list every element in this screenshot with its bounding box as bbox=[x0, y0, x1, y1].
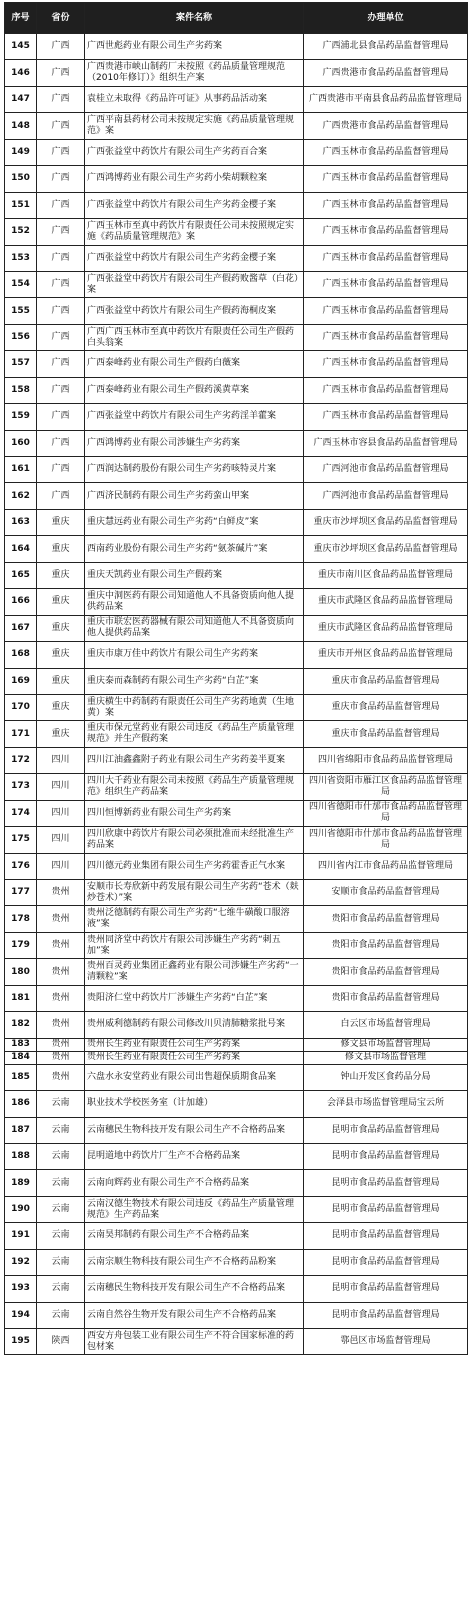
row-unit: 钟山开发区食药品分局 bbox=[304, 1064, 468, 1090]
row-unit: 广西玉林市食品药品监督管理局 bbox=[304, 219, 468, 245]
row-unit: 昆明市食品药品监督管理局 bbox=[304, 1276, 468, 1302]
row-case-name: 四川欣康中药饮片有限公司必须批准而未经批准生产药品案 bbox=[85, 827, 304, 853]
table-row bbox=[5, 932, 468, 958]
row-unit: 白云区市场监督管理局 bbox=[304, 1012, 468, 1038]
row-case-name: 六盘水永安堂药业有限公司出售超保质期食品案 bbox=[85, 1064, 304, 1090]
row-no: 147 bbox=[5, 86, 37, 112]
row-unit: 贵阳市食品药品监督管理局 bbox=[304, 985, 468, 1011]
table-row bbox=[5, 642, 468, 668]
row-no: 160 bbox=[5, 430, 37, 456]
row-unit: 四川省德阳市什邡市食品药品监督管理局 bbox=[304, 800, 468, 826]
row-case-name: 西安方舟包装工业有限公司生产不符合国家标准的药包材案 bbox=[85, 1329, 304, 1355]
row-no: 172 bbox=[5, 747, 37, 773]
table-row bbox=[5, 906, 468, 932]
row-no: 165 bbox=[5, 562, 37, 588]
table-row bbox=[5, 1196, 468, 1222]
row-no: 191 bbox=[5, 1223, 37, 1249]
row-no: 181 bbox=[5, 985, 37, 1011]
row-case-name: 广西济民制药有限公司生产劣药蛮山甲案 bbox=[85, 483, 304, 509]
row-province: 云南 bbox=[37, 1276, 85, 1302]
row-case-name: 西南药业股份有限公司生产劣药“氨茶碱片”案 bbox=[85, 536, 304, 562]
row-no: 150 bbox=[5, 166, 37, 192]
row-no: 175 bbox=[5, 827, 37, 853]
row-no: 145 bbox=[5, 34, 37, 60]
row-case-name: 四川恒博新药业有限公司生产劣药案 bbox=[85, 800, 304, 826]
table-row bbox=[5, 166, 468, 192]
table-row bbox=[5, 271, 468, 297]
row-unit: 昆明市食品药品监督管理局 bbox=[304, 1170, 468, 1196]
row-no: 179 bbox=[5, 932, 37, 958]
row-case-name: 广西鸿博药业有限公司生产劣药小柴胡颗粒案 bbox=[85, 166, 304, 192]
row-province: 广西 bbox=[37, 113, 85, 139]
row-case-name: 广西润达制药股份有限公司生产劣药咳特灵片案 bbox=[85, 457, 304, 483]
row-province: 四川 bbox=[37, 747, 85, 773]
row-province: 广西 bbox=[37, 60, 85, 86]
row-case-name: 贵阳济仁堂中药饮片厂涉嫌生产劣药“白芷”案 bbox=[85, 985, 304, 1011]
row-province: 重庆 bbox=[37, 694, 85, 720]
row-no: 161 bbox=[5, 457, 37, 483]
row-unit: 贵阳市食品药品监督管理局 bbox=[304, 906, 468, 932]
table-row bbox=[5, 536, 468, 562]
table-row bbox=[5, 1143, 468, 1169]
row-case-name: 广西玉林市至真中药饮片有限责任公司未按照规定实施《药品质量管理规范》案 bbox=[85, 219, 304, 245]
table-row bbox=[5, 324, 468, 350]
row-unit: 贵阳市食品药品监督管理局 bbox=[304, 959, 468, 985]
row-province: 贵州 bbox=[37, 932, 85, 958]
row-unit: 四川省内江市食品药品监督管理局 bbox=[304, 853, 468, 879]
row-province: 广西 bbox=[37, 271, 85, 297]
row-province: 广西 bbox=[37, 324, 85, 350]
row-unit: 昆明市食品药品监督管理局 bbox=[304, 1249, 468, 1275]
row-case-name: 重庆横生中药制药有限责任公司生产劣药地黄（生地黄）案 bbox=[85, 694, 304, 720]
row-case-name: 贵州长生药业有限责任公司生产劣药案 bbox=[85, 1051, 304, 1064]
table-row bbox=[5, 457, 468, 483]
row-case-name: 重庆慧远药业有限公司生产劣药“白鲜皮”案 bbox=[85, 509, 304, 535]
header-case: 案件名称 bbox=[85, 3, 304, 34]
row-province: 重庆 bbox=[37, 615, 85, 641]
row-province: 广西 bbox=[37, 483, 85, 509]
row-province: 广西 bbox=[37, 192, 85, 218]
row-province: 重庆 bbox=[37, 668, 85, 694]
row-province: 云南 bbox=[37, 1143, 85, 1169]
row-province: 四川 bbox=[37, 853, 85, 879]
header-unit: 办理单位 bbox=[304, 3, 468, 34]
row-unit: 昆明市食品药品监督管理局 bbox=[304, 1302, 468, 1328]
row-province: 贵州 bbox=[37, 880, 85, 906]
row-no: 149 bbox=[5, 139, 37, 165]
row-province: 广西 bbox=[37, 219, 85, 245]
table-row bbox=[5, 774, 468, 800]
row-case-name: 云南向辉药业有限公司生产不合格药品案 bbox=[85, 1170, 304, 1196]
table-row bbox=[5, 430, 468, 456]
row-province: 广西 bbox=[37, 377, 85, 403]
row-unit: 广西贵港市平南县食品药品监督管理局 bbox=[304, 86, 468, 112]
table-row bbox=[5, 562, 468, 588]
row-province: 贵州 bbox=[37, 1051, 85, 1064]
row-case-name: 广西张益堂中药饮片有限公司生产假药败酱草（白花）案 bbox=[85, 271, 304, 297]
row-case-name: 重庆市联宏医药器械有限公司知道他人不具备资质向他人提供药品案 bbox=[85, 615, 304, 641]
row-case-name: 重庆市康万佳中药饮片有限公司生产劣药案 bbox=[85, 642, 304, 668]
row-case-name: 重庆天凯药业有限公司生产假药案 bbox=[85, 562, 304, 588]
row-unit: 广西玉林市食品药品监督管理局 bbox=[304, 298, 468, 324]
row-unit: 广西玉林市容县食品药品监督管理局 bbox=[304, 430, 468, 456]
row-no: 185 bbox=[5, 1064, 37, 1090]
row-unit: 广西玉林市食品药品监督管理局 bbox=[304, 377, 468, 403]
table-row bbox=[5, 747, 468, 773]
row-case-name: 安顺市长寿欣新中药发展有限公司生产劣药“苍术（麸炒苍术）”案 bbox=[85, 880, 304, 906]
row-no: 178 bbox=[5, 906, 37, 932]
row-case-name: 云南穗民生物科技开发有限公司生产不合格药品案 bbox=[85, 1276, 304, 1302]
row-province: 广西 bbox=[37, 139, 85, 165]
row-case-name: 广西张益堂中药饮片有限公司生产劣药百合案 bbox=[85, 139, 304, 165]
row-no: 156 bbox=[5, 324, 37, 350]
row-case-name: 重庆市保元堂药业有限公司违反《药品生产质量管理规范》并生产假药案 bbox=[85, 721, 304, 747]
row-province: 广西 bbox=[37, 298, 85, 324]
row-unit: 广西浦北县食品药品监督管理局 bbox=[304, 34, 468, 60]
row-unit: 重庆市食品药品监督管理局 bbox=[304, 721, 468, 747]
table-row bbox=[5, 827, 468, 853]
table-row bbox=[5, 404, 468, 430]
table-row bbox=[5, 800, 468, 826]
row-province: 广西 bbox=[37, 430, 85, 456]
row-unit: 广西玉林市食品药品监督管理局 bbox=[304, 166, 468, 192]
row-province: 云南 bbox=[37, 1170, 85, 1196]
table-row bbox=[5, 1170, 468, 1196]
row-province: 贵州 bbox=[37, 985, 85, 1011]
row-no: 152 bbox=[5, 219, 37, 245]
row-province: 广西 bbox=[37, 457, 85, 483]
row-case-name: 四川德元药业集团有限公司生产劣药霍香正气水案 bbox=[85, 853, 304, 879]
row-unit: 广西玉林市食品药品监督管理局 bbox=[304, 351, 468, 377]
row-no: 194 bbox=[5, 1302, 37, 1328]
row-unit: 重庆市食品药品监督管理局 bbox=[304, 668, 468, 694]
table-row bbox=[5, 139, 468, 165]
table-row bbox=[5, 668, 468, 694]
row-province: 四川 bbox=[37, 774, 85, 800]
table-row bbox=[5, 298, 468, 324]
row-case-name: 重庆中洞医药有限公司知道他人不具备资质向他人提供药品案 bbox=[85, 589, 304, 615]
table-row bbox=[5, 245, 468, 271]
row-case-name: 广西平南县药材公司未按规定实施《药品质量管理规范》案 bbox=[85, 113, 304, 139]
header-no: 序号 bbox=[5, 3, 37, 34]
table-row bbox=[5, 615, 468, 641]
row-province: 广西 bbox=[37, 351, 85, 377]
row-province: 重庆 bbox=[37, 562, 85, 588]
row-no: 195 bbox=[5, 1329, 37, 1355]
row-province: 重庆 bbox=[37, 589, 85, 615]
table-row bbox=[5, 219, 468, 245]
row-case-name: 广西张益堂中药饮片有限公司生产劣药金樱子案 bbox=[85, 245, 304, 271]
row-unit: 广西玉林市食品药品监督管理局 bbox=[304, 404, 468, 430]
row-case-name: 云南穗民生物科技开发有限公司生产不合格药品案 bbox=[85, 1117, 304, 1143]
row-province: 陕西 bbox=[37, 1329, 85, 1355]
row-no: 167 bbox=[5, 615, 37, 641]
table-row bbox=[5, 959, 468, 985]
row-no: 184 bbox=[5, 1051, 37, 1064]
table-row bbox=[5, 1302, 468, 1328]
table-row bbox=[5, 1276, 468, 1302]
table-row bbox=[5, 351, 468, 377]
table-row bbox=[5, 721, 468, 747]
row-case-name: 云南昊邦制药有限公司生产不合格药品案 bbox=[85, 1223, 304, 1249]
case-table bbox=[4, 2, 468, 1355]
row-case-name: 云南宗顺生物科技有限公司生产不合格药品粉案 bbox=[85, 1249, 304, 1275]
row-case-name: 广西泰峰药业有限公司生产假药白薇案 bbox=[85, 351, 304, 377]
row-case-name: 昆明道地中药饮片厂生产不合格药品案 bbox=[85, 1143, 304, 1169]
row-no: 148 bbox=[5, 113, 37, 139]
case-table-container bbox=[4, 2, 467, 1355]
row-no: 183 bbox=[5, 1038, 37, 1051]
row-unit: 广西河池市食品药品监督管理局 bbox=[304, 483, 468, 509]
row-case-name: 广西广西玉林市至真中药饮片有限责任公司生产假药白头翁案 bbox=[85, 324, 304, 350]
row-unit: 四川省绵阳市食品药品监督管理局 bbox=[304, 747, 468, 773]
row-no: 186 bbox=[5, 1091, 37, 1117]
row-province: 四川 bbox=[37, 827, 85, 853]
row-no: 187 bbox=[5, 1117, 37, 1143]
row-case-name: 贵州威利德制药有限公司修改川贝清肺糖浆批号案 bbox=[85, 1012, 304, 1038]
row-unit: 广西玉林市食品药品监督管理局 bbox=[304, 192, 468, 218]
table-body bbox=[5, 34, 468, 1355]
row-no: 159 bbox=[5, 404, 37, 430]
row-no: 153 bbox=[5, 245, 37, 271]
row-case-name: 云南自然谷生物开发有限公司生产不合格药品案 bbox=[85, 1302, 304, 1328]
row-no: 164 bbox=[5, 536, 37, 562]
table-row bbox=[5, 86, 468, 112]
row-province: 云南 bbox=[37, 1249, 85, 1275]
row-case-name: 四川大千药业有限公司未按照《药品生产质量管理规范》组织生产药品案 bbox=[85, 774, 304, 800]
row-unit: 重庆市南川区食品药品监督管理局 bbox=[304, 562, 468, 588]
row-province: 云南 bbox=[37, 1091, 85, 1117]
header-province: 省份 bbox=[37, 3, 85, 34]
table-row bbox=[5, 60, 468, 86]
row-unit: 广西玉林市食品药品监督管理局 bbox=[304, 245, 468, 271]
row-province: 广西 bbox=[37, 166, 85, 192]
row-no: 188 bbox=[5, 1143, 37, 1169]
row-no: 146 bbox=[5, 60, 37, 86]
row-no: 182 bbox=[5, 1012, 37, 1038]
row-no: 155 bbox=[5, 298, 37, 324]
row-no: 190 bbox=[5, 1196, 37, 1222]
row-province: 重庆 bbox=[37, 536, 85, 562]
row-unit: 广西玉林市食品药品监督管理局 bbox=[304, 139, 468, 165]
table-row bbox=[5, 192, 468, 218]
row-unit: 重庆市武隆区食品药品监督管理局 bbox=[304, 615, 468, 641]
table-row bbox=[5, 483, 468, 509]
row-unit: 广西贵港市食品药品监督管理局 bbox=[304, 60, 468, 86]
row-province: 四川 bbox=[37, 800, 85, 826]
table-row bbox=[5, 1091, 468, 1117]
row-no: 169 bbox=[5, 668, 37, 694]
row-province: 云南 bbox=[37, 1196, 85, 1222]
row-case-name: 广西世彪药业有限公司生产劣药案 bbox=[85, 34, 304, 60]
row-unit: 重庆市沙坪坝区食品药品监督管理局 bbox=[304, 536, 468, 562]
row-no: 162 bbox=[5, 483, 37, 509]
row-province: 贵州 bbox=[37, 959, 85, 985]
table-row bbox=[5, 1329, 468, 1355]
table-header-row bbox=[5, 3, 468, 34]
row-no: 163 bbox=[5, 509, 37, 535]
row-no: 173 bbox=[5, 774, 37, 800]
row-case-name: 重庆泰而森制药有限公司生产劣药“白芷”案 bbox=[85, 668, 304, 694]
table-row bbox=[5, 853, 468, 879]
table-row bbox=[5, 1064, 468, 1090]
row-unit: 贵阳市食品药品监督管理局 bbox=[304, 932, 468, 958]
row-unit: 四川省德阳市什邡市食品药品监督管理局 bbox=[304, 827, 468, 853]
table-row bbox=[5, 589, 468, 615]
table-row bbox=[5, 113, 468, 139]
row-no: 151 bbox=[5, 192, 37, 218]
row-no: 180 bbox=[5, 959, 37, 985]
row-case-name: 广西贵港市峡山制药厂未按照《药品质量管理规范（2010年修订）》组织生产案 bbox=[85, 60, 304, 86]
row-province: 云南 bbox=[37, 1117, 85, 1143]
table-row bbox=[5, 509, 468, 535]
row-province: 重庆 bbox=[37, 642, 85, 668]
table-row bbox=[5, 1038, 468, 1051]
row-no: 171 bbox=[5, 721, 37, 747]
row-province: 重庆 bbox=[37, 509, 85, 535]
row-case-name: 广西张益堂中药饮片有限公司生产劣药金樱子案 bbox=[85, 192, 304, 218]
row-unit: 广西玉林市食品药品监督管理局 bbox=[304, 324, 468, 350]
row-unit: 安顺市食品药品监督管理局 bbox=[304, 880, 468, 906]
row-case-name: 贵州泛德制药有限公司生产劣药“七维牛磺酸口服溶液”案 bbox=[85, 906, 304, 932]
table-row bbox=[5, 1223, 468, 1249]
row-province: 重庆 bbox=[37, 721, 85, 747]
row-unit: 重庆市开州区食品药品监督管理局 bbox=[304, 642, 468, 668]
row-no: 170 bbox=[5, 694, 37, 720]
row-province: 云南 bbox=[37, 1302, 85, 1328]
table-row bbox=[5, 880, 468, 906]
row-unit: 昆明市食品药品监督管理局 bbox=[304, 1196, 468, 1222]
row-no: 174 bbox=[5, 800, 37, 826]
row-province: 广西 bbox=[37, 86, 85, 112]
row-case-name: 职业技术学校医务室（计加雄） bbox=[85, 1091, 304, 1117]
row-unit: 修文县市场监督管理局 bbox=[304, 1038, 468, 1051]
row-case-name: 贵州百灵药业集团正鑫药业有限公司涉嫌生产劣药“一清颗粒”案 bbox=[85, 959, 304, 985]
row-case-name: 广西张益堂中药饮片有限公司生产假药海桐皮案 bbox=[85, 298, 304, 324]
row-unit: 广西贵港市食品药品监督管理局 bbox=[304, 113, 468, 139]
row-unit: 广西河池市食品药品监督管理局 bbox=[304, 457, 468, 483]
row-unit: 重庆市食品药品监督管理局 bbox=[304, 694, 468, 720]
row-unit: 鄠邑区市场监督管理局 bbox=[304, 1329, 468, 1355]
row-unit: 重庆市沙坪坝区食品药品监督管理局 bbox=[304, 509, 468, 535]
row-province: 贵州 bbox=[37, 1064, 85, 1090]
row-province: 贵州 bbox=[37, 906, 85, 932]
row-no: 158 bbox=[5, 377, 37, 403]
row-no: 189 bbox=[5, 1170, 37, 1196]
row-case-name: 四川江油鑫鑫附子药业有限公司生产劣药姜半夏案 bbox=[85, 747, 304, 773]
row-unit: 昆明市食品药品监督管理局 bbox=[304, 1143, 468, 1169]
row-no: 168 bbox=[5, 642, 37, 668]
row-no: 193 bbox=[5, 1276, 37, 1302]
row-unit: 修文县市场监督管理 bbox=[304, 1051, 468, 1064]
row-province: 贵州 bbox=[37, 1038, 85, 1051]
table-row bbox=[5, 377, 468, 403]
row-no: 157 bbox=[5, 351, 37, 377]
row-unit: 广西玉林市食品药品监督管理局 bbox=[304, 271, 468, 297]
row-case-name: 广西鸿博药业有限公司涉嫌生产劣药案 bbox=[85, 430, 304, 456]
row-unit: 四川省资阳市雁江区食品药品监督管理局 bbox=[304, 774, 468, 800]
table-row bbox=[5, 34, 468, 60]
row-case-name: 云南汉德生物技术有限公司违反《药品生产质量管理规范》生产药品案 bbox=[85, 1196, 304, 1222]
table-row bbox=[5, 1051, 468, 1064]
row-no: 192 bbox=[5, 1249, 37, 1275]
row-case-name: 袁桂立未取得《药品许可证》从事药品活动案 bbox=[85, 86, 304, 112]
row-no: 154 bbox=[5, 271, 37, 297]
row-province: 云南 bbox=[37, 1223, 85, 1249]
row-province: 广西 bbox=[37, 404, 85, 430]
row-unit: 重庆市武隆区食品药品监督管理局 bbox=[304, 589, 468, 615]
row-case-name: 广西泰峰药业有限公司生产假药溪黄草案 bbox=[85, 377, 304, 403]
table-row bbox=[5, 1249, 468, 1275]
row-province: 广西 bbox=[37, 245, 85, 271]
table-row bbox=[5, 694, 468, 720]
row-no: 177 bbox=[5, 880, 37, 906]
row-province: 贵州 bbox=[37, 1012, 85, 1038]
table-row bbox=[5, 985, 468, 1011]
table-row bbox=[5, 1117, 468, 1143]
row-unit: 昆明市食品药品监督管理局 bbox=[304, 1223, 468, 1249]
row-unit: 会泽县市场监督管理局宝云所 bbox=[304, 1091, 468, 1117]
row-no: 176 bbox=[5, 853, 37, 879]
row-unit: 昆明市食品药品监督管理局 bbox=[304, 1117, 468, 1143]
row-case-name: 贵州同济堂中药饮片有限公司涉嫌生产劣药“刺五加”案 bbox=[85, 932, 304, 958]
row-case-name: 广西张益堂中药饮片有限公司生产劣药淫羊藿案 bbox=[85, 404, 304, 430]
table-row bbox=[5, 1012, 468, 1038]
row-case-name: 贵州长生药业有限责任公司生产劣药案 bbox=[85, 1038, 304, 1051]
row-province: 广西 bbox=[37, 34, 85, 60]
row-no: 166 bbox=[5, 589, 37, 615]
